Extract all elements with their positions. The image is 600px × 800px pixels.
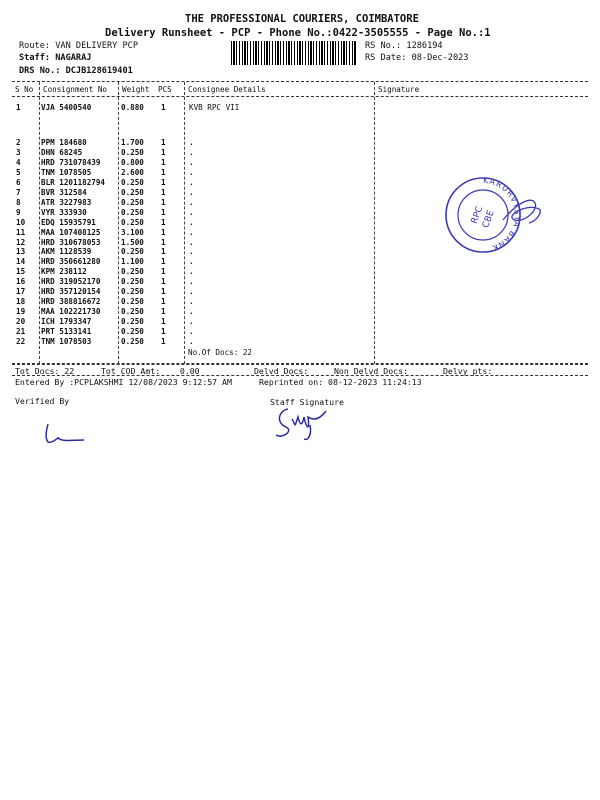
row-sno: 20 xyxy=(16,317,26,327)
row-consignment: HRD 357120154 xyxy=(41,287,101,297)
row-weight: 0.250 xyxy=(121,287,144,297)
row-consignee: . xyxy=(189,247,194,257)
delvy-pts: Delvy pts: xyxy=(443,366,493,376)
row-weight: 0.250 xyxy=(121,177,144,187)
row-consignment: KPM 238112 xyxy=(41,267,87,277)
entered-rule xyxy=(12,375,588,376)
row-weight: 2.600 xyxy=(121,167,144,177)
row-consignee: . xyxy=(189,227,194,237)
row-sno: 1 xyxy=(16,103,21,112)
row-weight: 0.250 xyxy=(121,147,144,157)
row-sno: 17 xyxy=(16,287,26,297)
row-consignee: . xyxy=(189,327,194,337)
row-consignee: . xyxy=(189,167,194,177)
row-consignment: PPM 184680 xyxy=(41,138,87,147)
row-consignment: BVR 312584 xyxy=(41,187,87,197)
col-header-pcs: PCS xyxy=(158,85,172,94)
row-consignee: . xyxy=(189,307,194,317)
row-weight: 0.250 xyxy=(121,247,144,257)
row-pcs: 1 xyxy=(161,307,166,317)
row-sno: 6 xyxy=(16,177,21,187)
rs-date: RS Date: 08-Dec-2023 xyxy=(365,53,469,63)
row-consignee: . xyxy=(189,237,194,247)
no-of-docs: No.Of Docs: 22 xyxy=(188,348,253,357)
reprinted-on: Reprinted on: 08-12-2023 11:24:13 xyxy=(259,377,422,387)
verified-by-label: Verified By xyxy=(15,396,70,406)
row-weight: 1.500 xyxy=(121,237,144,247)
row-weight: 0.250 xyxy=(121,267,144,277)
row-sno: 10 xyxy=(16,217,26,227)
row-consignee: . xyxy=(189,207,194,217)
row-consignee: . xyxy=(189,187,194,197)
row-sno: 9 xyxy=(16,207,21,217)
drs-number: DRS No.: DCJB128619401 xyxy=(19,66,133,76)
row-consignee: . xyxy=(189,277,194,287)
row-sno: 7 xyxy=(16,187,21,197)
row-weight: 0.250 xyxy=(121,197,144,207)
row-pcs: 1 xyxy=(161,147,166,157)
entered-by: Entered By :PCPLAKSHMI 12/08/2023 9:12:57 AM xyxy=(15,377,232,387)
row-sno: 19 xyxy=(16,307,26,317)
row-sno: 15 xyxy=(16,267,26,277)
row-consignee: . xyxy=(189,197,194,207)
row-weight: 0.250 xyxy=(121,327,144,337)
row-weight: 3.100 xyxy=(121,227,144,237)
col-divider xyxy=(374,82,375,364)
row-sno: 4 xyxy=(16,157,21,167)
row-pcs: 1 xyxy=(161,237,166,247)
row-pcs: 1 xyxy=(161,197,166,207)
row-consignment: AKM 1128539 xyxy=(41,247,92,257)
rs-number: RS No.: 1286194 xyxy=(365,41,443,51)
row-weight: 1.100 xyxy=(121,257,144,267)
row-sno: 12 xyxy=(16,237,26,247)
runsheet-subtitle: Delivery Runsheet - PCP - Phone No.:0422-3505555 - Page No.:1 xyxy=(105,27,491,39)
row-weight: 0.250 xyxy=(121,317,144,327)
row-consignment: MAA 107408125 xyxy=(41,227,101,237)
row-pcs: 1 xyxy=(161,227,166,237)
row-consignment: HRD 310678053 xyxy=(41,237,101,247)
row-consignee: . xyxy=(189,287,194,297)
row-consignment: MAA 102221730 xyxy=(41,307,101,317)
row-consignment: BLR 1201182794 xyxy=(41,177,106,187)
row-weight: 0.250 xyxy=(121,207,144,217)
col-header-sno: S No xyxy=(15,85,34,94)
staff-signature xyxy=(270,405,340,445)
row-weight: 0.800 xyxy=(121,157,144,167)
row-pcs: 1 xyxy=(161,177,166,187)
row-weight: 0.250 xyxy=(121,307,144,317)
row-sno: 21 xyxy=(16,327,26,337)
col-divider xyxy=(184,82,185,364)
totals-rule xyxy=(12,364,588,365)
row-consignment: VJA 5400540 xyxy=(41,103,92,112)
row-pcs: 1 xyxy=(161,167,166,177)
row-consignee: . xyxy=(189,297,194,307)
row-consignment: TNM 1078503 xyxy=(41,337,92,346)
staff-label: Staff: NAGARAJ xyxy=(19,53,92,63)
row-consignment: PRT 5133141 xyxy=(41,327,92,337)
row-sno: 11 xyxy=(16,227,26,237)
row-consignment: TNM 1078505 xyxy=(41,167,92,177)
row-pcs: 1 xyxy=(161,277,166,287)
row-consignee: . xyxy=(189,217,194,227)
row-pcs: 1 xyxy=(161,337,166,346)
staff-signature-label: Staff Signature xyxy=(270,397,344,407)
col-divider xyxy=(39,82,40,364)
row-pcs: 1 xyxy=(161,287,166,297)
row-consignment: DHN 68245 xyxy=(41,147,83,157)
tot-cod-amount: Tot COD Amt: 0.00 xyxy=(101,366,200,376)
non-delvd-docs: Non Delvd Docs: xyxy=(334,366,408,376)
bank-stamp xyxy=(443,175,553,255)
tot-docs: Tot Docs: 22 xyxy=(15,366,75,376)
stamp-center-text: CBE xyxy=(481,209,497,230)
row-consignee: . xyxy=(189,257,194,267)
company-title: THE PROFESSIONAL COURIERS, COIMBATORE xyxy=(185,13,419,25)
row-pcs: 1 xyxy=(161,187,166,197)
row-consignment: HRD 350661280 xyxy=(41,257,101,267)
row-weight: 0.250 xyxy=(121,277,144,287)
row-sno: 22 xyxy=(16,337,26,346)
table-header-rule xyxy=(12,96,588,97)
row-weight: 0.250 xyxy=(121,187,144,197)
row-consignment: HRD 319052170 xyxy=(41,277,101,287)
row-consignee: . xyxy=(189,177,194,187)
table-top-rule xyxy=(12,81,588,82)
row-consignment: ATR 3227983 xyxy=(41,197,92,207)
row-sno: 5 xyxy=(16,167,21,177)
row-consignment: EDQ 15935791 xyxy=(41,217,96,227)
stamp-ring-text: KARURVYSYA BANK xyxy=(482,175,523,253)
row-sno: 16 xyxy=(16,277,26,287)
row-sno: 18 xyxy=(16,297,26,307)
row-pcs: 1 xyxy=(161,297,166,307)
row-pcs: 1 xyxy=(161,327,166,337)
row-sno: 14 xyxy=(16,257,26,267)
row-sno: 8 xyxy=(16,197,21,207)
row-pcs: 1 xyxy=(161,257,166,267)
row-consignee: KVB RPC VII xyxy=(189,103,240,112)
row-weight: 0.250 xyxy=(121,217,144,227)
delvd-docs: Delvd Docs: xyxy=(254,366,309,376)
row-consignment: HRD 388816672 xyxy=(41,297,101,307)
row-pcs: 1 xyxy=(161,207,166,217)
col-divider xyxy=(118,82,119,364)
row-pcs: 1 xyxy=(161,138,166,147)
verified-signature xyxy=(40,420,90,450)
row-consignee: . xyxy=(189,267,194,277)
col-header-signature: Signature xyxy=(378,85,420,94)
row-weight: 0.250 xyxy=(121,297,144,307)
row-sno: 2 xyxy=(16,138,21,147)
barcode xyxy=(231,41,357,65)
row-consignee: . xyxy=(189,147,194,157)
route-label: Route: VAN DELIVERY PCP xyxy=(19,41,138,51)
row-sno: 3 xyxy=(16,147,21,157)
row-weight: 1.700 xyxy=(121,138,144,147)
row-pcs: 1 xyxy=(161,103,166,112)
row-consignee: . xyxy=(189,138,194,147)
stamp-center-text: RPC xyxy=(469,205,486,226)
row-consignee: . xyxy=(189,157,194,167)
row-consignment: HRD 731078439 xyxy=(41,157,101,167)
row-weight: 0.880 xyxy=(121,103,144,112)
row-sno: 13 xyxy=(16,247,26,257)
row-pcs: 1 xyxy=(161,247,166,257)
col-header-weight: Weight xyxy=(122,85,150,94)
row-pcs: 1 xyxy=(161,217,166,227)
row-weight: 0.250 xyxy=(121,337,144,346)
row-pcs: 1 xyxy=(161,317,166,327)
row-pcs: 1 xyxy=(161,267,166,277)
row-consignee: . xyxy=(189,317,194,327)
row-consignment: VYR 333930 xyxy=(41,207,87,217)
row-consignment: ICH 1793347 xyxy=(41,317,92,327)
col-header-consignee: Consignee Details xyxy=(188,85,266,94)
row-consignee: . xyxy=(189,337,194,346)
row-pcs: 1 xyxy=(161,157,166,167)
col-header-consignment: Consignment No xyxy=(43,85,108,94)
